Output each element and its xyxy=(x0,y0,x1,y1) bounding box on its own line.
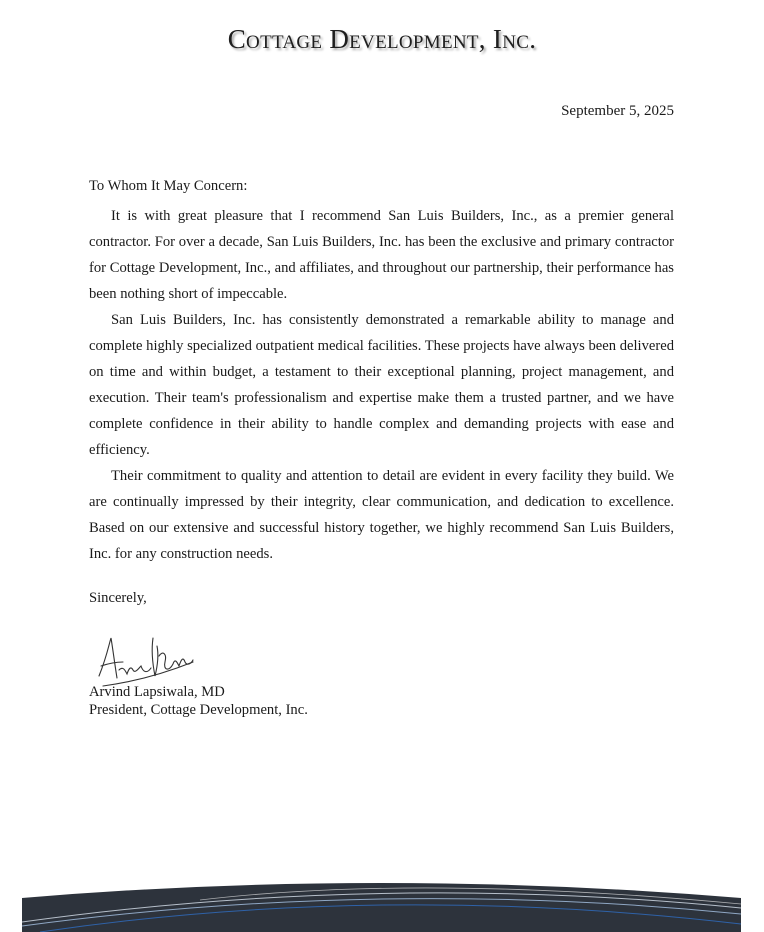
closing: Sincerely, xyxy=(89,590,147,606)
signatory-name: Arvind Lapsiwala, MD xyxy=(89,684,225,700)
footer-decoration xyxy=(0,860,764,932)
paragraph-3: Their commitment to quality and attention to detail are evident in every facility they build. We are continually impressed by their integrity, clear communication, and dedication to excellence. Based on our extensive and successful history together, we highly recommend San Luis Builders, Inc. for any construction needs. xyxy=(89,468,674,562)
salutation: To Whom It May Concern: xyxy=(89,178,248,194)
signatory-title: President, Cottage Development, Inc. xyxy=(89,702,308,718)
letter-date: September 5, 2025 xyxy=(561,103,674,119)
signatory-block xyxy=(89,683,308,719)
letterhead-company-name: Cottage Development, Inc. xyxy=(227,24,537,54)
letter-body xyxy=(89,173,674,696)
paragraph-1: It is with great pleasure that I recommend San Luis Builders, Inc., as a premier general contractor. For over a decade, San Luis Builders, Inc. has been the exclusive and primary contractor for Cottage Development, Inc., and affiliates, and throughout our partnership, their performance has been nothing short of impeccable. xyxy=(89,208,674,302)
paragraph-2: San Luis Builders, Inc. has consistently demonstrated a remarkable ability to manage and complete highly specialized outpatient medical facilities. These projects have always been delivered on time and within budget, a testament to their exceptional planning, project management, and execution. Their team's professionalism and expertise make them a trusted partner, and we have complete confidence in their ability to handle complex and demanding projects with ease and efficiency. xyxy=(89,312,674,458)
